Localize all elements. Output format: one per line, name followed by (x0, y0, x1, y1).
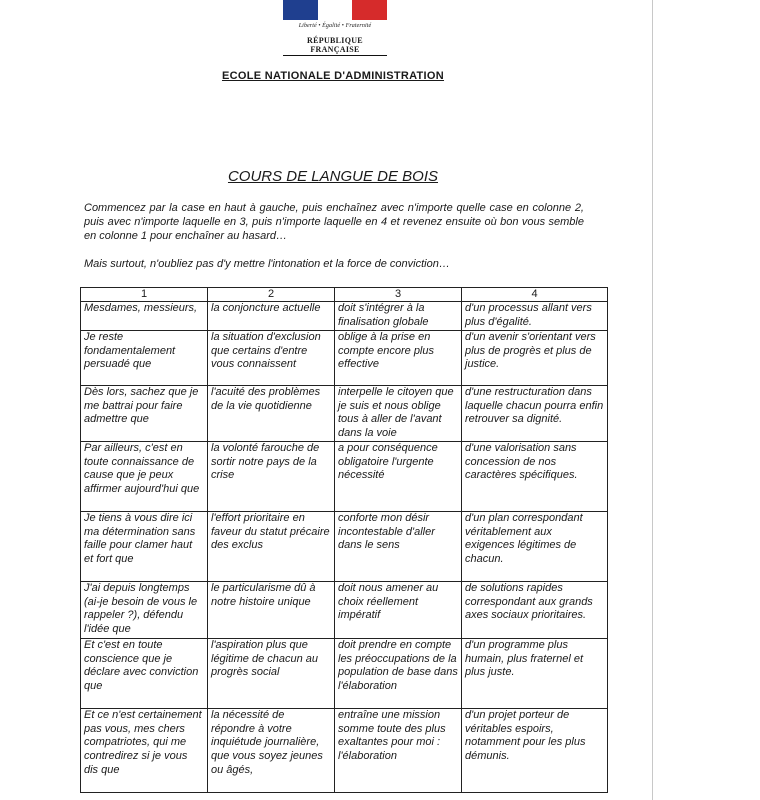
table-cell: J'ai depuis longtemps (ai-je besoin de vous le rappeler ?), défendu l'idée que (81, 582, 208, 639)
republic-motto: Liberté • Égalité • Fraternité (298, 23, 372, 29)
page-edge (652, 0, 653, 800)
flag-blue-band (283, 0, 318, 20)
table-cell: d'un avenir s'orientant vers plus de progrès et plus de justice. (462, 331, 608, 386)
phrase-table (80, 287, 608, 793)
table-cell: d'un programme plus humain, plus fraternel et plus juste. (462, 639, 608, 709)
table-cell: d'une restructuration dans laquelle chacun pourra enfin retrouver sa dignité. (462, 386, 608, 442)
intro-paragraph: Commencez par la case en haut à gauche, puis enchaînez avec n'importe quelle case en colonne 2, puis avec n'importe laquelle en 3, puis n'importe laquelle en 4 et revenez ensuite où bon vous semble en colonne 1 pour enchaîner au hasard… (84, 202, 584, 242)
table-cell: doit nous amener au choix réellement impératif (335, 582, 462, 639)
table-cell: la conjoncture actuelle (208, 302, 335, 331)
column-header: 2 (208, 288, 335, 302)
school-name: ECOLE NATIONALE D'ADMINISTRATION (221, 70, 445, 82)
table-cell: conforte mon désir incontestable d'aller dans le sens (335, 512, 462, 582)
table-cell: l'aspiration plus que légitime de chacun au progrès social (208, 639, 335, 709)
tricolor-flag-icon (283, 0, 387, 20)
table-cell: oblige à la prise en compte encore plus effective (335, 331, 462, 386)
table-cell: l'effort prioritaire en faveur du statut précaire des exclus (208, 512, 335, 582)
column-header: 3 (335, 288, 462, 302)
table-cell: d'un plan correspondant véritablement aux exigences légitimes de chacun. (462, 512, 608, 582)
table-cell: Dès lors, sachez que je me battrai pour faire admettre que (81, 386, 208, 442)
table-cell: le particularisme dû à notre histoire unique (208, 582, 335, 639)
table-cell: interpelle le citoyen que je suis et nous oblige tous à aller de l'avant dans la voie (335, 386, 462, 442)
table-row (81, 302, 608, 331)
republic-name: RÉPUBLIQUE FRANÇAISE (283, 36, 387, 56)
document-title: COURS DE LANGUE DE BOIS (227, 168, 439, 185)
flag-white-band (318, 0, 353, 20)
table-cell: doit prendre en compte les préoccupations de la population de base dans l'élaboration (335, 639, 462, 709)
table-header-row (81, 288, 608, 302)
table-cell: doit s'intégrer à la finalisation globale (335, 302, 462, 331)
table-cell: d'un processus allant vers plus d'égalité. (462, 302, 608, 331)
table-cell: entraîne une mission somme toute des plus exaltantes pour moi : l'élaboration (335, 709, 462, 793)
table-cell: Par ailleurs, c'est en toute connaissance de cause que je peux affirmer aujourd'hui que (81, 442, 208, 512)
table-row (81, 331, 608, 386)
table-row (81, 582, 608, 639)
table-cell: la nécessité de répondre à votre inquiétude journalière, que vous soyez jeunes ou âgés, (208, 709, 335, 793)
table-row (81, 639, 608, 709)
table-row (81, 709, 608, 793)
table-cell: d'une valorisation sans concession de nos caractères spécifiques. (462, 442, 608, 512)
table-cell: d'un projet porteur de véritables espoirs, notamment pour les plus démunis. (462, 709, 608, 793)
table-cell: l'acuité des problèmes de la vie quotidienne (208, 386, 335, 442)
table-cell: Je reste fondamentalement persuadé que (81, 331, 208, 386)
flag-red-band (352, 0, 387, 20)
marianne-logo (283, 0, 387, 52)
table-cell: Et ce n'est certainement pas vous, mes chers compatriotes, qui me contredirez si je vous dis que (81, 709, 208, 793)
column-header: 1 (81, 288, 208, 302)
table-cell: la situation d'exclusion que certains d'entre vous connaissent (208, 331, 335, 386)
note-paragraph: Mais surtout, n'oubliez pas d'y mettre l'intonation et la force de conviction… (84, 258, 450, 270)
table-row (81, 386, 608, 442)
table-row (81, 442, 608, 512)
table-cell: la volonté farouche de sortir notre pays de la crise (208, 442, 335, 512)
table-cell: Et c'est en toute conscience que je déclare avec conviction que (81, 639, 208, 709)
column-header: 4 (462, 288, 608, 302)
table-cell: Je tiens à vous dire ici ma détermination sans faille pour clamer haut et fort que (81, 512, 208, 582)
table-cell: a pour conséquence obligatoire l'urgente nécessité (335, 442, 462, 512)
table-cell: de solutions rapides correspondant aux grands axes sociaux prioritaires. (462, 582, 608, 639)
table-cell: Mesdames, messieurs, (81, 302, 208, 331)
table-row (81, 512, 608, 582)
